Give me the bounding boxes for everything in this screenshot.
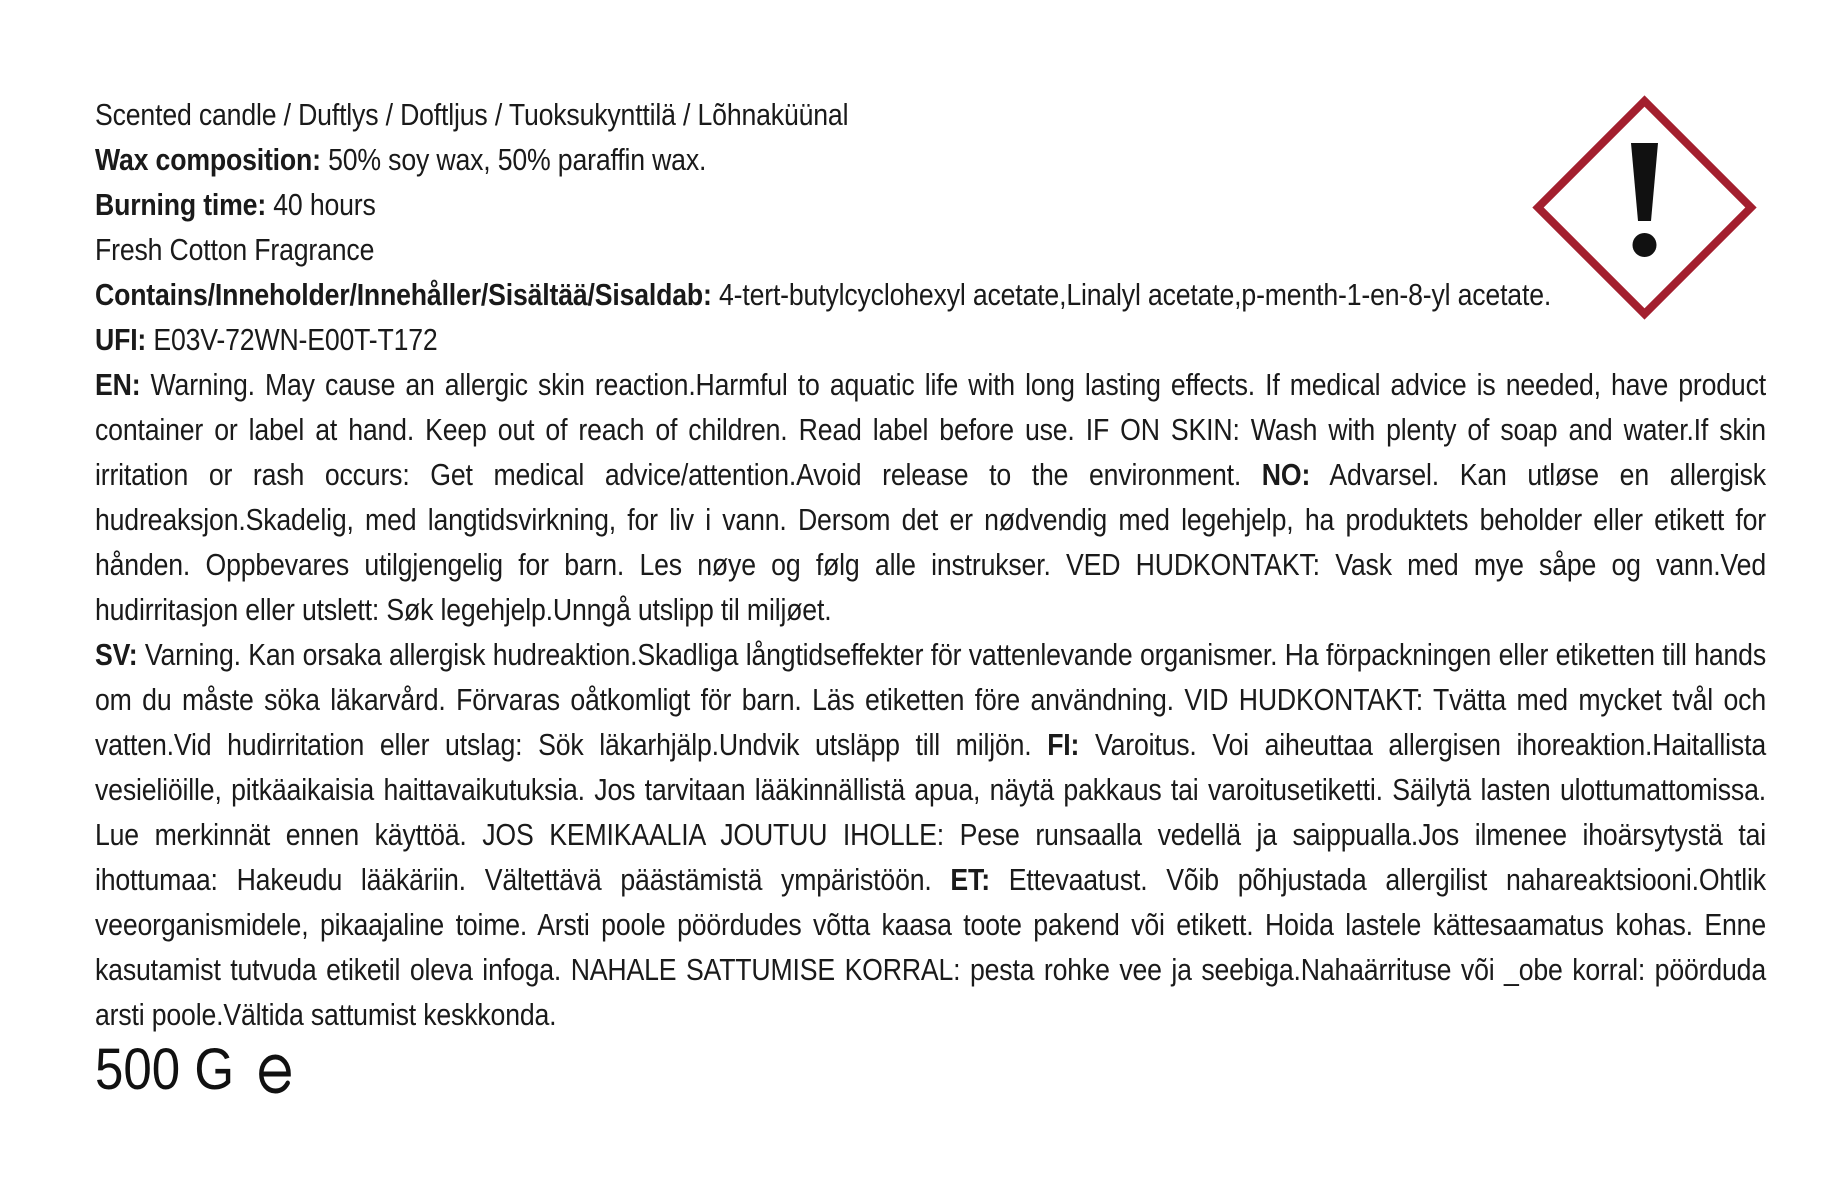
estimated-sign-icon xyxy=(255,1051,295,1097)
wax-composition xyxy=(95,137,1531,182)
burning-time xyxy=(95,182,1531,227)
fragrance-name: Fresh Cotton Fragrance xyxy=(95,232,375,267)
product-label xyxy=(95,92,1765,1037)
net-weight xyxy=(95,1036,296,1103)
no-label: NO: xyxy=(1261,457,1311,492)
ufi-value: E03V-72WN-E00T-T172 xyxy=(146,322,438,357)
et-label: ET: xyxy=(950,862,990,897)
sv-text: Varning. Kan orsaka allergisk hudreaktion.Skadliga långtidseffekter för vattenlevande organismer. Ha förpackningen eller etiketten till hands om du måste söka läkarvård. Förvaras oåtkomligt för barn. Läs etiketten före användning. VID HUDKONTAKT: Tvätta med mycket tvål och vatten.Vid hudirritation eller utslag: Sök läkarhjälp.Undvik utsläpp till miljön. xyxy=(95,637,1766,762)
no-text: Advarsel. Kan utløse en allergisk hudreaksjon.Skadelig, med langtidsvirkning, for liv i vann. Dersom det er nødvendig med legehjelp, ha produktets beholder eller etikett for hånden. Oppbevares utilgjengelig for barn. Les nøye og følg alle instrukser. VED HUDKONTAKT: Vask med mye såpe og vann.Ved hudirritasjon eller utslett: Søk legehjelp.Unngå utslipp til miljøet. xyxy=(95,457,1766,627)
en-label: EN: xyxy=(95,367,141,402)
weight-value: 500 G xyxy=(95,1037,235,1102)
et-text: Ettevaatust. Võib põhjustada allergilist nahareaktsiooni.Ohtlik veeorganismidele, pikaajaline toime. Arsti poole pöördudes võtta kaasa toote pakend või etikett. Hoida lastele kättesaamatus kohas. Enne kasutamist tutvuda etiketil oleva infoga. NAHALE SATTUMISE KORRAL: pesta rohke vee ja seebiga.Nahaärrituse või _obe korral: pöörduda arsti poole.Vältida sattumist keskkonda. xyxy=(95,862,1766,1032)
contains-label: Contains/Inneholder/Innehåller/Sisältää/Sisaldab: xyxy=(95,277,712,312)
wax-value: 50% soy wax, 50% paraffin wax. xyxy=(320,142,707,177)
exclamation-dot xyxy=(1633,233,1657,257)
burning-label: Burning time: xyxy=(95,187,267,222)
fi-label: FI: xyxy=(1047,727,1080,762)
ghs-exclamation-icon xyxy=(1532,95,1757,320)
burning-value: 40 hours xyxy=(266,187,376,222)
contains-value: 4-tert-butylcyclohexyl acetate,Linalyl acetate,p-menth-1-en-8-yl acetate. xyxy=(711,277,1552,312)
en-text: Warning. May cause an allergic skin reaction.Harmful to aquatic life with long lasting effects. If medical advice is needed, have product container or label at hand. Keep out of reach of children. Read label before use. IF ON SKIN: Wash with plenty of soap and water.If skin irritation or rash occurs: Get medical advice/attention.Avoid release to the environment. xyxy=(95,367,1766,492)
sv-label: SV: xyxy=(95,637,138,672)
contains-line xyxy=(95,272,1552,317)
fi-text: Varoitus. Voi aiheuttaa allergisen ihoreaktion.Haitallista vesieliöille, pitkäaikaisia haittavaikutuksia. Jos tarvitaan lääkinnällistä apua, näytä pakkaus tai varoitusetiketti. Säilytä lasten ulottumattomissa. Lue merkinnät ennen käyttöä. JOS KEMIKAALIA JOUTUU IHOLLE: Pese runsaalla vedellä ja saippualla.Jos ilmenee ihoärsytystä tai ihottumaa: Hakeudu lääkäriin. Vältettävä päästämistä ympäristöön. xyxy=(95,727,1766,897)
wax-label: Wax composition: xyxy=(95,142,321,177)
ufi-label: UFI: xyxy=(95,322,147,357)
product-name: Scented candle / Duftlys / Doftljus / Tuoksukynttilä / Lõhnaküünal xyxy=(95,97,849,132)
warning-text xyxy=(95,362,1766,1037)
ufi-line xyxy=(95,317,1531,362)
